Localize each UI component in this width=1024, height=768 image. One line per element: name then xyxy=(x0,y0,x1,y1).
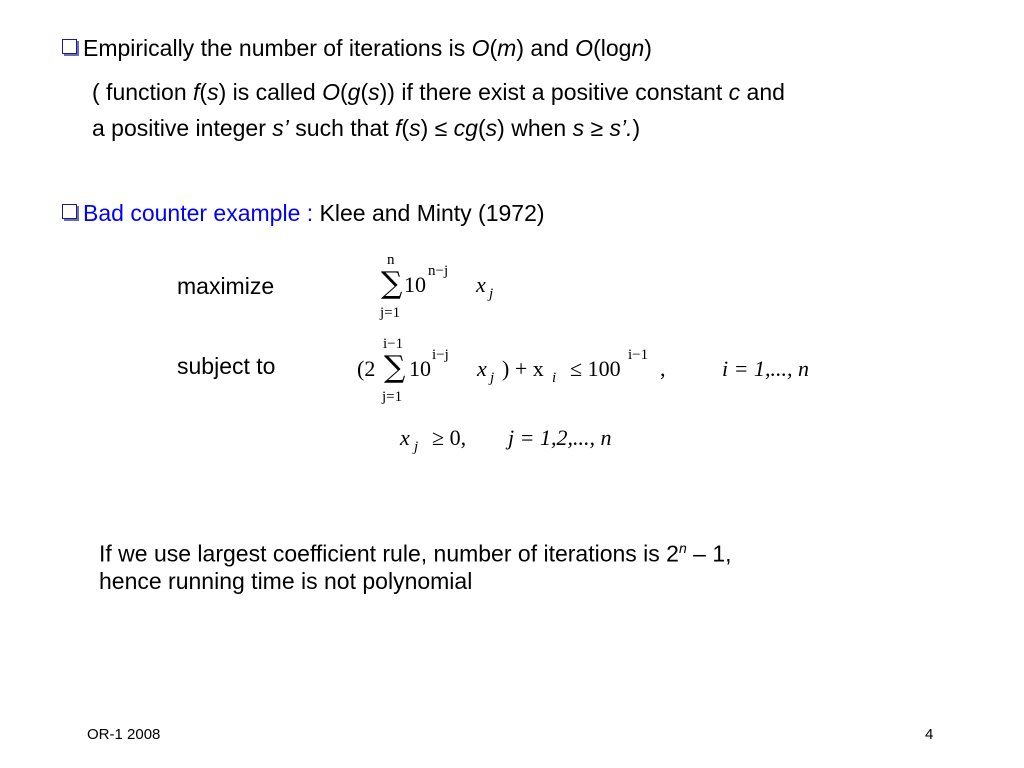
geq-symbol: ≥ xyxy=(590,115,604,141)
coefficient-base: 10 xyxy=(409,356,431,381)
constraint-index-range: j = 1,2,..., n xyxy=(508,425,612,450)
checkbox-bullet-icon xyxy=(62,39,77,54)
variable-subscript: j xyxy=(414,439,419,455)
constraint-rhs: ≤ 100 xyxy=(570,356,621,381)
sum-upper-limit: n xyxy=(387,252,395,268)
def-text: when xyxy=(504,115,573,141)
constraint-close: ) + x xyxy=(502,356,544,381)
page-number: 4 xyxy=(925,726,934,743)
conclusion-line-2: hence running time is not polynomial xyxy=(99,568,473,594)
coefficient-exponent: i−j xyxy=(432,347,449,363)
var-s: s xyxy=(409,115,421,141)
def-text: ( function xyxy=(92,79,193,105)
sum-upper-limit: i−1 xyxy=(383,336,404,352)
variable-subscript: i xyxy=(552,370,557,386)
var-f: f xyxy=(193,79,200,105)
bullet-1: Empirically the number of iterations is O(m) and O(logn) xyxy=(62,34,652,62)
var-s: s xyxy=(485,115,498,141)
coefficient-base: 10 xyxy=(404,272,426,297)
definition-line-1: ( function f(s) is called O(g(s)) if there exist a positive constant c and xyxy=(92,79,785,105)
var-cg: cg xyxy=(453,115,478,141)
coefficient-exponent: n−j xyxy=(428,263,449,279)
subject-to-label: subject to xyxy=(177,353,276,379)
def-text: is called xyxy=(226,79,323,105)
var-s: s xyxy=(368,79,380,105)
bullet-1-text: Empirically the number of iterations is xyxy=(83,35,472,61)
var-n: n xyxy=(631,35,645,61)
bullet-1-and: and xyxy=(524,35,576,61)
bullet-2 xyxy=(62,199,545,227)
def-text: and xyxy=(740,79,785,105)
variable-x: x xyxy=(476,272,486,297)
checkbox-bullet-icon xyxy=(62,204,77,219)
var-s: s xyxy=(207,79,219,105)
variable-x: x xyxy=(400,425,410,450)
definition-line-2: a positive integer s’ such that f(s) ≤ cg(s) when s ≥ s’.) xyxy=(92,115,641,141)
variable-subscript: j xyxy=(489,286,494,302)
sigma-symbol: ∑ xyxy=(381,266,403,301)
var-m: m xyxy=(497,35,517,61)
def-text: such that xyxy=(288,115,396,141)
leq-symbol: ≤ xyxy=(434,115,448,141)
big-o-symbol: O xyxy=(471,35,490,61)
rhs-exponent: i−1 xyxy=(628,347,649,363)
var-g: g xyxy=(347,79,361,105)
footer-label: OR-1 2008 xyxy=(87,726,161,743)
sum-lower-limit: j=1 xyxy=(382,389,403,405)
var-s-prime: s’. xyxy=(609,115,633,141)
comma: , xyxy=(660,356,666,381)
var-c: c xyxy=(728,79,741,105)
bullet-2-label: Bad counter example : xyxy=(83,200,320,226)
constraint-open: (2 xyxy=(357,356,376,381)
sum-lower-limit: j=1 xyxy=(380,305,401,321)
conclusion-text: – 1, xyxy=(686,540,732,567)
constraint-index-range: i = 1,..., n xyxy=(722,356,809,381)
variable-subscript: j xyxy=(490,370,495,386)
def-text: if there exist a positive constant xyxy=(394,79,729,105)
var-f: f xyxy=(395,115,402,141)
variable-x: x xyxy=(477,356,487,381)
def-text: a positive integer xyxy=(92,115,273,141)
conclusion-text: If we use largest coefficient rule, number of iterations is 2 xyxy=(99,540,679,567)
sigma-symbol: ∑ xyxy=(384,350,406,385)
big-o-symbol: O xyxy=(322,79,340,105)
var-s-prime: s’ xyxy=(272,115,289,141)
bullet-2-text: Klee and Minty (1972) xyxy=(319,200,545,226)
var-s: s xyxy=(572,115,585,141)
big-o-symbol: O xyxy=(575,35,594,61)
nonnegativity: ≥ 0, xyxy=(432,425,467,450)
log-text: log xyxy=(600,35,632,61)
conclusion-line-1 xyxy=(99,534,732,568)
exponent-n: n xyxy=(678,540,687,556)
maximize-label: maximize xyxy=(177,273,275,299)
